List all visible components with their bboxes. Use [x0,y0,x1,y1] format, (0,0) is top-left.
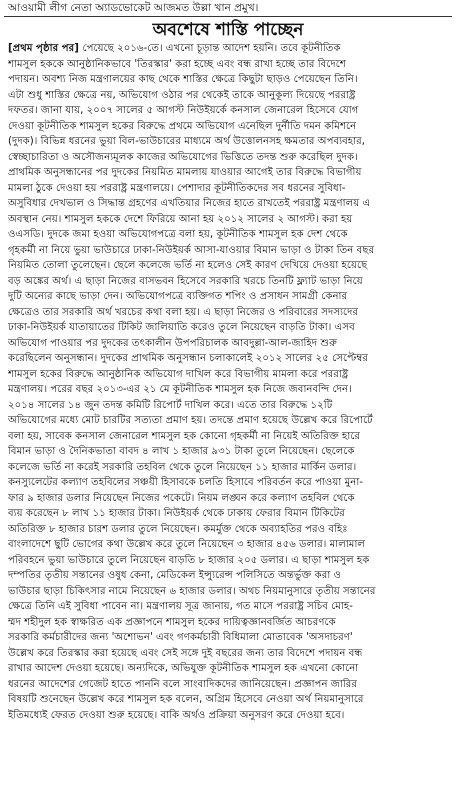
article-line [8,506,450,522]
article-line [8,398,450,414]
article-text: গৃহকর্মী না নিয়ে ভুয়া ভাউচারে ঢাকা-নিউইয়র্ক আসা-যাওয়ার বিমান ভাড়া ও টাকা তিন বছর [8,244,375,256]
article-line [8,57,450,73]
lead-tag: [প্রথম পৃষ্ঠার পর] [8,43,83,54]
article-line [8,103,450,119]
article-line [8,258,450,274]
article-text: ব্যয় করেছেন ৮ লাখ ১১ হাজার টাকা। নিউইয়র্ক থেকে ঢাকায় ফেরার বিমান টিকিটের [8,508,345,519]
article-text: রাখার আদেশ দেওয়া হয়েছে। অন্যদিকে, অভিযুক্ত কূটনীতিক শামসুল হক এখনো কোনো [8,663,359,674]
article-line [8,165,450,181]
article-text: পেয়েছে ২০১৬-তে। এখনো চূড়ান্ত আদেশ হয়নি। তবে কূটনীতিক [82,43,341,54]
article-text: ঢাকা-নিউইয়র্ক যাতায়াতের টিকিট জালিয়াতি করেও তুলে নিয়েছেন বাড়তি টাকা। এসব [8,322,355,333]
article-text: কনস্যুলেটের কল্যাণ তহবিলের সঞ্চয়ী হিসাবকে চলতি হিসাবে পরিবর্তন করে পাওয়া মুনা- [8,477,363,488]
article-text: বিষয়টি শুনেছেন উল্লেখ করে শামসুল হক বলেন, অগ্রিম হিসেবে নেওয়া অর্থ নিয়মানুসারে [8,694,364,705]
article-line [8,196,450,212]
article-text: অবস্থান নেয়। শামসুল হককে দেশে ফিরিয়ে আনা হয় ২০১২ সালের ২ আগস্ট। করা হয় [8,213,353,225]
article-text: এটা শুধু শাস্তির ক্ষেত্রে নয়, অভিযোগ ওঠার পর থেকেই তাকে আনুকূল্য দিয়েছে পররাষ্ট্র [8,89,356,101]
divider [4,16,452,17]
article-line [8,537,450,553]
article-line [8,274,450,290]
article-line [8,88,450,104]
article-text: দেওয়া কূটনীতিক শামসুল হকের বিরুদ্ধে প্রথমে অভিযোগ এনেছিল দুর্নীতি দমন কমিশনে [8,120,357,132]
article-line [8,367,450,383]
article-line [8,708,450,724]
article-line [8,305,450,321]
article-line [8,630,450,646]
article-text: মন্ত্রণালয়। পরের বছর ২০১৩-এর ২১ মে কূটনীতিক শামসুল হক নিজে জবানবন্দি দেন। [8,384,352,395]
article-text: অতিরিক্ত ৮ হাজার চারশ ডলার তুলে নিয়েছেন। কমর্মুক্ত থেকে অব্যাহতির পরও বহিঃ [8,523,348,535]
article-line [8,351,450,367]
article-line [8,584,450,600]
article-text: ওএসডি। দুদকে জমা হওয়া অভিযোগপত্রে বলা হয়, কূটনীতিক শামসুল হক দেশ থেকে [8,229,348,240]
article-text: শামসুল হককে আনুষ্ঠানিকভাবে 'তিরস্কার' করা হচ্ছে এবং বন্ধ রাখা হচ্ছে তার বিদেশে [8,58,346,70]
article-line [8,522,450,538]
article-text: বড় অঙ্কের অর্থ। এ ছাড়া নিজের বাসভবন হিসেবে সরকারি খরচে তিনটি ফ্ল্যাট ভাড়া নিয়ে [8,275,363,287]
article-line [8,119,450,135]
article-line [8,41,450,57]
article-line [8,150,450,166]
article-text: অভিযোগ পাওয়ার পর দুদকের তৎকালীন উপপরিচালক আবদুল্লা-আল-জাহিদ শুরু [8,337,337,349]
article-text: পদায়ন। অবশ্য নিজ মন্ত্রণালয়ের কাছ থেকে শাস্তির ক্ষেত্রে কিছুটা ছাড়ও পেয়েছেন তিনি। [8,74,358,85]
article-text: নিয়মিত তোলা তুলেছেন। ছেলে কলেজে ভর্তি না হলেও সেই কারণ দেখিয়ে দেওয়া হয়েছে [8,260,368,271]
kicker-line: আওয়ামী লীগ নেতা অ্যাডভোকেট আজমত উল্লা খান প্রমুখ। [8,2,259,14]
article-text: উল্লেখ করে তিরস্কার করা হয়েছে এবং সেই সঙ্গে দুই বছরের জন্য তার বিদেশে পদায়ন বন্ধ [8,647,363,659]
article-line [8,212,450,228]
article-line [8,413,450,429]
article-line [8,615,450,631]
article-text: ২০১৪ সালের ১৪ জুন তদন্ত কমিটি রিপোর্ট দাখিল করে। এতে তার বিরুদ্ধে ১২টি [8,399,333,411]
article-text: দফতর। জানা যায়, ২০০৭ সালের ৫ আগস্ট নিউইয়র্কে কনসাল জেনারেল হিসেবে যোগ [8,105,359,116]
article-text: দুটি অন্যের কাছে ভাড়া দেন। অভিযোগপত্রে ব্যক্তিগত শপিং ও প্রসাধন সামগ্রী কেনার [8,291,348,302]
article-text: বলা হয়, সাবেক কনসাল জেনারেল শামসুল হক কোনো গৃহকর্মী না নিয়েই অতিরিক্ত হারে [8,430,361,442]
article-line [8,646,450,662]
article-text: প্রাথমিক অনুসন্ধানের পর দুদকের নিয়মিত মামলায় যাওয়ার আগেই তার বিরুদ্ধে বিভাগীয় [8,167,362,178]
article-text: করেছিলেন অনুসন্ধান। দুদকের প্রাথমিক অনুসন্ধান চলাকালেই ২০১২ সালের ২৫ সেপ্টেম্বর [8,353,368,364]
article-line [8,429,450,445]
article-text: স্বেচ্ছাচারিতা ও অসৌজন্যমূলক কাজের অভিযোগের ভিত্তিতে তদন্ত শুরু করেছিল দুদক। [8,151,358,163]
article-line [8,72,450,88]
article-text: বাংলাদেশে ছুটি ভোগের কথা উল্লেখ করে তুলে নিয়েছেন ৩ হাজার ৪৫৬ ডলার। মালামাল [8,539,366,550]
article-line [8,243,450,259]
article-text: মামলা ঠুকে দেওয়া হয় পররাষ্ট্র মন্ত্রণালয়ে। পেশাদার কূটনীতিকদের সব ধরনের সুবিধা- [8,182,346,194]
article-line [8,491,450,507]
article-text: শামসুল হকের বিরুদ্ধে আনুষ্ঠানিক অভিযোগ দাখিল করে বিভাগীয় মামলা করে পররাষ্ট্র [8,368,349,380]
article-text: ইতিমধ্যেই ফেরত দেওয়া শুরু হয়েছে। বাকি অর্থও প্রক্রিয়া অনুসরণ করে দেওয়া হবে। [8,709,345,721]
article-text: ক্ষেত্রেও তার সরকারি অর্থ খরচের কথা বলা হয়। এ ছাড়া নিজের ও পরিবারের সদস্যদের [8,306,359,318]
article-line [8,444,450,460]
article-text: ম্মদ শহীদুল হক স্বাক্ষরিত এক প্রজ্ঞাপনে শামসুল হকের দায়িত্বজ্ঞানবর্জিত আচরণকে [8,616,336,628]
article-text: (দুদক)। বিভিন্ন ধরনের ভুয়া বিল-ভাউচারের মাধ্যমে অর্থ উত্তোলনসহ ক্ষমতার অপব্যবহার, [8,136,365,147]
article-line [8,692,450,708]
article-text: অভিযোগের মধ্যে মোট চারটির সত্যতা প্রমাণ হয়। তদন্তে প্রমাণ হয়েছে উল্লেখ করে রিপোর্টে [8,415,373,426]
article-line [8,460,450,476]
article-line [8,553,450,569]
article-line [8,181,450,197]
article-text: পরিবহনে ভুয়া ভাউচারে তুলে নিয়েছেন বাড়তি ৮ হাজার ২০৫ ডলার। এ ছাড়া শামসুল হক [8,554,370,566]
article-line [8,475,450,491]
article-text: দম্পতির তৃতীয় সন্তানের ওষুধ কেনা, মেডিকেল ইন্স্যুরেন্স পলিসিতে অন্তর্ভুক্ত করা ও [8,570,342,581]
article-text: কলেজে ভর্তি না করেই সরকারি তহবিল থেকে তুলে নিয়েছেন ১১ হাজার মার্কিন ডলার। [8,461,357,473]
article-line [8,320,450,336]
article-body [0,41,456,786]
article-line [8,336,450,352]
article-line [8,134,450,150]
article-line [8,677,450,693]
article-line [8,661,450,677]
article-text: অসুবিধার দেখভাল ও সিদ্ধান্ত গ্রহণের এখতিয়ার নিজের হাতে রাখতেই পররাষ্ট্র মন্ত্রণালয় এ [8,198,371,209]
article-text: সরকারি কর্মচারীদের জন্য 'অশোভন' এবং গণকর্মচারী বিধিমালা মোতাবেক 'অসদাচরণ' [8,632,353,643]
article-line [8,289,450,305]
headline: অবশেষে শাস্তি পাচ্ছেন [152,20,304,40]
article-line [8,568,450,584]
article-line [8,382,450,398]
article-text: ক্ষেত্রে তিনি এই সুবিধা পাবেন না। মন্ত্রণালয় সূত্র জানায়, গত মাসে পররাষ্ট্র সচিব মোহ- [8,601,353,612]
article-text: ধরনের আদেশের গেজেট হাতে পাননি বলে সাংবাদিকদের জানিয়েছেন। প্রজ্ঞাপন জারির [8,678,357,690]
article-line [8,227,450,243]
article-text: ভাউচার ছাড়া চিকিৎসার নামে নিয়েছেন ৬ হাজার ডলার। অথচ নিয়মানুসারে তৃতীয় সন্তানের [8,585,376,597]
article-text: ফার ৯ হাজার ডলার নিয়েছেন নিজের পকেটে। নিয়ম লঙ্ঘন করে কল্যাণ তহবিল থেকে [8,492,355,504]
article-text: বিমান ভাড়া ও দৈনিকভাতা বাবদ ৪ লাখ ১ হাজার ৯৩১ টাকা তুলে নিয়েছেন। ছেলেকে [8,446,355,457]
article-line [8,599,450,615]
